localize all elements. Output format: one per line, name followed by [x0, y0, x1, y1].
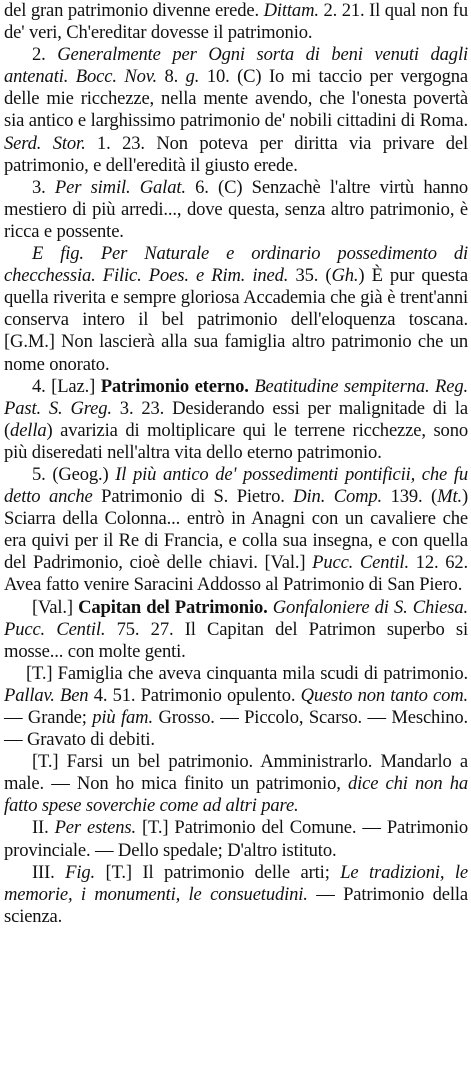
- italic-run: più fam.: [92, 707, 153, 728]
- italic-run: g.: [185, 66, 200, 88]
- italic-run: Questo non tanto com.: [300, 684, 468, 706]
- text-run: — Grande;: [4, 707, 93, 728]
- italic-run: Pucc. Centil.: [312, 552, 409, 574]
- italic-run: Generalmente per Ogni sorta di beni venuti dagli antenati. Bocc. Nov.: [4, 44, 468, 88]
- italic-run: Le tradizioni, le memorie, i monumenti, le consuetudini.: [4, 861, 468, 905]
- text-run: ) Sciarra della Colonna... entrò in Anagni con un cavaliere che era quivi per il Re di Francia, e colla sua insegna, e con quella del Padrimonio, cioè delle chiavi. [Val.]: [4, 486, 469, 574]
- text-run: 8.: [156, 66, 186, 88]
- entry-paragraph: [4, 751, 468, 817]
- text-run: 3.: [32, 176, 55, 198]
- entry-paragraph: [4, 44, 468, 177]
- entry-paragraph: [4, 464, 468, 597]
- bold-run: Patrimonio eterno.: [100, 375, 249, 397]
- text-run: ) È pur questa quella riverita e sempre gloriosa Accademia che già è trent'anni conserva intero il bel patrimonio dell'eloquenza toscana. [G.M.] Non lascierà alla sua famiglia altro patrimonio che un nome onorato.: [4, 265, 469, 375]
- entry-paragraph: [4, 862, 468, 928]
- italic-run: Il più antico de' possedimenti pontificii, che fu detto anche: [4, 463, 468, 508]
- text-run: Patrimonio di S. Pietro.: [92, 486, 294, 508]
- text-run: 3. 23. Desiderando essi per malignitade di la (: [4, 397, 468, 441]
- entry-paragraph: [4, 663, 468, 751]
- text-run: del gran patrimonio divenne erede.: [4, 0, 264, 21]
- text-run: 1. 23. Non poteva per diritta via privare del patrimonio, e dell'eredità il giusto erede.: [4, 132, 469, 176]
- entry-paragraph: [4, 243, 468, 376]
- italic-run: Din. Comp.: [293, 486, 383, 508]
- bold-run: Capitan del Patrimonio.: [78, 596, 268, 618]
- text-run: II.: [32, 817, 55, 839]
- text-run: 139. (: [382, 486, 438, 508]
- entry-paragraph: [4, 817, 468, 861]
- italic-run: dice chi non ha fatto spese soverchie come ad altri pare.: [4, 773, 468, 817]
- text-run: [T.] Farsi un bel patrimonio. Amministrarlo. Mandarlo a male. — Non ho mica finito un patrimonio,: [4, 751, 468, 795]
- text-run: 5. (Geog.): [32, 463, 116, 485]
- text-run: 75. 27. Il Capitan del Patrimon superbo si mosse... con molte genti.: [4, 618, 469, 662]
- text-run: 4. [Laz.]: [32, 375, 101, 397]
- italic-run: Fig.: [65, 861, 96, 883]
- italic-run: della: [10, 419, 47, 441]
- text-run: 10. (C) Io mi taccio per vergogna delle mie ricchezze, nella mente avendo, che l'onesta povertà sia antico e larghissimo patrimonio de' nobili cittadini di Roma.: [4, 66, 468, 132]
- text-run: 2.: [32, 44, 58, 66]
- text-run: Grosso. — Piccolo, Scarso. — Meschino. — Gravato di debiti.: [4, 707, 469, 751]
- entry-paragraph: [4, 177, 468, 243]
- text-run: [Val.]: [32, 596, 79, 618]
- italic-run: Pallav. Ben: [4, 684, 89, 706]
- italic-run: Per estens.: [54, 817, 137, 839]
- entry-list: [4, 0, 468, 928]
- entry-paragraph: [4, 597, 468, 663]
- text-run: 12. 62. Avea fatto venire Saracini Addosso al Patrimonio di San Piero.: [4, 552, 468, 596]
- text-run: [T.] Patrimonio del Comune. — Patrimonio provinciale. — Dello spedale; D'altro istituto.: [4, 817, 468, 861]
- italic-run: Serd. Stor.: [4, 132, 86, 154]
- italic-run: Dittam.: [263, 0, 319, 21]
- entry-paragraph: [4, 0, 468, 44]
- italic-run: E fig. Per Naturale e ordinario possedimento di checchessia. Filic. Poes. e Rim. ined.: [4, 243, 468, 287]
- italic-run: Gh.: [331, 265, 359, 287]
- text-run: 4. 51. Patrimonio opulento.: [88, 684, 301, 706]
- text-run: 35. (: [288, 265, 332, 287]
- text-run: 2. 21. Il qual non fu de' veri, Ch'ereditar dovesse il patrimonio.: [4, 0, 468, 44]
- text-run: — Patrimonio della scienza.: [4, 883, 468, 927]
- text-run: [T.] Il patrimonio delle arti;: [95, 861, 341, 883]
- entry-paragraph: [4, 376, 468, 464]
- italic-run: Gonfaloniere di S. Chiesa. Pucc. Centil.: [4, 596, 469, 640]
- italic-run: Per simil. Galat.: [54, 176, 186, 198]
- text-run: ) avarizia di moltiplicare qui le terrene ricchezze, sono più diseredati nell'altra vita dello eterno patrimonio.: [4, 419, 468, 463]
- italic-run: Beatitudine sempiterna. Reg. Past. S. Greg.: [4, 375, 469, 419]
- text-run: [T.] Famiglia che aveva cinquanta mila scudi di patrimonio.: [26, 662, 468, 684]
- text-run: 6. (C) Senzachè l'altre virtù hanno mestiero di più arredi..., dove questa, senza altro patrimonio, è ricca e possente.: [4, 176, 469, 242]
- italic-run: Mt.: [437, 486, 462, 508]
- text-run: III.: [32, 861, 66, 883]
